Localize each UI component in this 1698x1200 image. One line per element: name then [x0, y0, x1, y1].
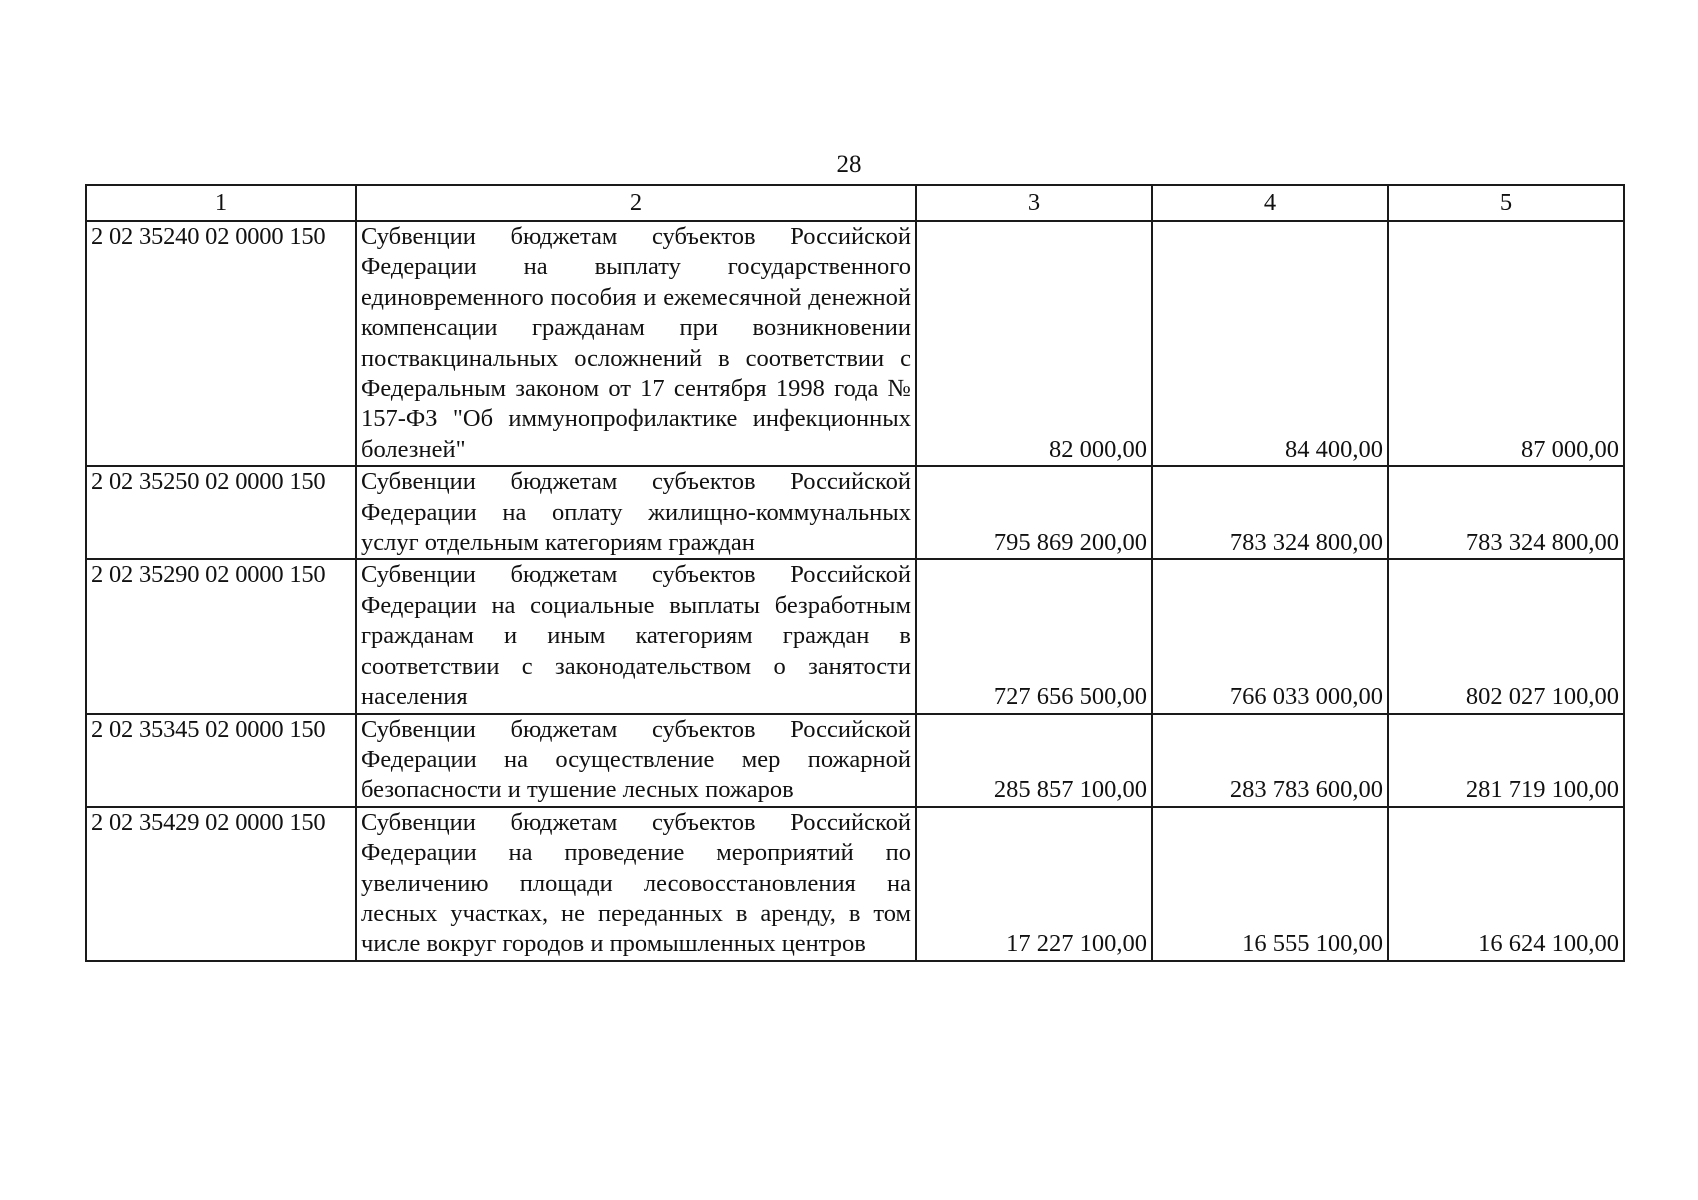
amount-col4: 783 324 800,00	[1152, 466, 1388, 559]
table-row	[86, 466, 1624, 559]
page-number: 28	[836, 151, 862, 178]
header-row	[86, 185, 1624, 221]
amount-col3: 285 857 100,00	[916, 714, 1152, 807]
row-description: Субвенции бюджетам субъектов Российской Федерации на социальные выплаты безработным гражданам и иным категориям граждан в соответствии с законодательством о занятости населения	[356, 559, 916, 713]
amount-col4: 283 783 600,00	[1152, 714, 1388, 807]
amount-col3: 17 227 100,00	[916, 807, 1152, 961]
amount-col4: 84 400,00	[1152, 221, 1388, 466]
amount-col5: 783 324 800,00	[1388, 466, 1624, 559]
budget-code: 2 02 35429 02 0000 150	[86, 807, 356, 961]
table-row	[86, 807, 1624, 961]
row-description: Субвенции бюджетам субъектов Российской Федерации на осуществление мер пожарной безопасности и тушение лесных пожаров	[356, 714, 916, 807]
row-description: Субвенции бюджетам субъектов Российской Федерации на оплату жилищно-коммунальных услуг отдельным категориям граждан	[356, 466, 916, 559]
amount-col3: 795 869 200,00	[916, 466, 1152, 559]
amount-col5: 281 719 100,00	[1388, 714, 1624, 807]
amount-col5: 16 624 100,00	[1388, 807, 1624, 961]
table-row	[86, 221, 1624, 466]
column-header-3: 3	[916, 185, 1152, 221]
budget-code: 2 02 35250 02 0000 150	[86, 466, 356, 559]
row-description: Субвенции бюджетам субъектов Российской Федерации на выплату государственного единовременного пособия и ежемесячной денежной компенсации гражданам при возникновении поствакцинальных осложнений в соответствии с Федеральным законом от 17 сентября 1998 года № 157-ФЗ "Об иммунопрофилактике инфекционных болезней"	[356, 221, 916, 466]
amount-col5: 802 027 100,00	[1388, 559, 1624, 713]
amount-col5: 87 000,00	[1388, 221, 1624, 466]
amount-col3: 727 656 500,00	[916, 559, 1152, 713]
amount-col3: 82 000,00	[916, 221, 1152, 466]
column-header-1: 1	[86, 185, 356, 221]
table-row	[86, 714, 1624, 807]
budget-code: 2 02 35240 02 0000 150	[86, 221, 356, 466]
budget-code: 2 02 35345 02 0000 150	[86, 714, 356, 807]
row-description: Субвенции бюджетам субъектов Российской Федерации на проведение мероприятий по увеличению площади лесовосстановления на лесных участках, не переданных в аренду, в том числе вокруг городов и промышленных центров	[356, 807, 916, 961]
column-header-5: 5	[1388, 185, 1624, 221]
budget-table	[85, 184, 1625, 962]
column-header-2: 2	[356, 185, 916, 221]
budget-code: 2 02 35290 02 0000 150	[86, 559, 356, 713]
amount-col4: 16 555 100,00	[1152, 807, 1388, 961]
amount-col4: 766 033 000,00	[1152, 559, 1388, 713]
column-header-4: 4	[1152, 185, 1388, 221]
table-row	[86, 559, 1624, 713]
